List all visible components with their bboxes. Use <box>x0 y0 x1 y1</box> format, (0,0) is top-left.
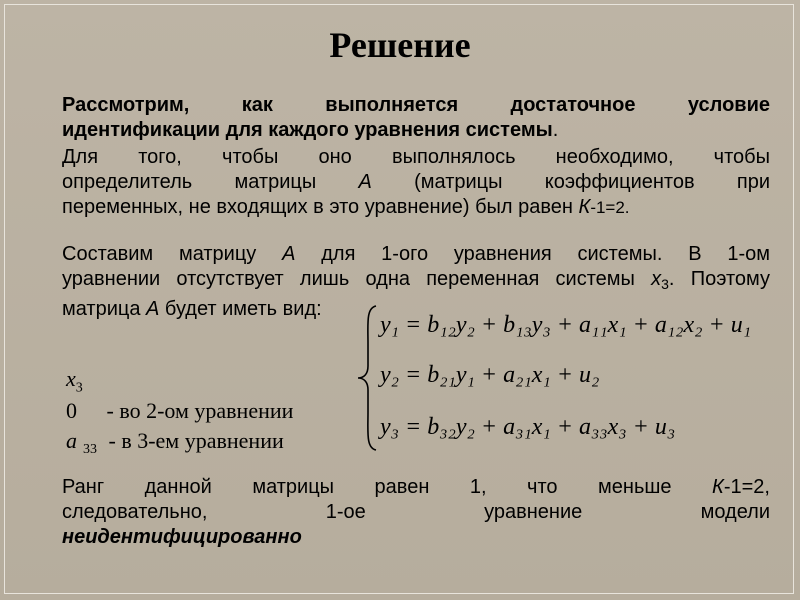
p3-line1-a: Составим матрицу <box>62 243 283 265</box>
p4-line1-a: Ранг данной матрицы равен 1, что меньше <box>62 476 713 498</box>
p4-line1-b: -1=2, <box>723 476 770 498</box>
legend-x: x <box>66 366 76 391</box>
p4-K: К <box>712 476 724 498</box>
p2-line3-b: -1=2. <box>590 198 630 217</box>
p3-line3-b: будет иметь вид: <box>159 298 322 320</box>
p4-line3: неидентифицированно <box>62 526 302 548</box>
p3-matrix-A2: А <box>146 298 160 320</box>
equation-3: y₃ = b₃₂y₂ + a₃₁x₁ + a₃₃x₃ + u₃ <box>380 414 676 440</box>
p1-line1: Рассмотрим, как выполняется достаточное условие <box>62 94 770 116</box>
legend-zero-row <box>66 398 293 424</box>
p2-line3-a: переменных, не входящих в это уравнение) был равен <box>62 196 579 218</box>
p4-line2: следовательно, 1-ое уравнение модели <box>62 501 770 523</box>
paragraph-compose-matrix <box>62 242 770 322</box>
paragraph-conclusion <box>62 475 770 550</box>
legend-zero: 0 <box>66 398 77 423</box>
p3-x-sub: 3 <box>661 276 669 292</box>
slide-title: Решение <box>329 25 471 65</box>
p3-line2 <box>62 267 770 297</box>
legend-a-row <box>66 428 284 458</box>
p4-line1 <box>62 475 770 500</box>
paragraph-determinant <box>62 145 770 220</box>
legend-x-sub: 3 <box>75 380 83 396</box>
equation-2: y₂ = b₂₁y₁ + a₂₁x₁ + u₂ <box>380 362 600 388</box>
equation-1: y₁ = b₁₂y₂ + b₁₃y₃ + a₁₁x₁ + a₁₂x₂ + u₁ <box>380 312 752 338</box>
system-brace <box>356 304 378 452</box>
legend-zero-text: - во 2-ом уравнении <box>106 398 294 423</box>
p2-line2-a: определитель матрицы <box>62 171 359 193</box>
legend-var <box>66 366 83 396</box>
p2-line1: Для того, чтобы оно выполнялось необходимо, чтобы <box>62 146 770 168</box>
p3-line3-a: матрица <box>62 298 147 320</box>
p2-line3 <box>62 195 770 220</box>
p3-line2-a: уравнении отсутствует лишь одна переменная системы <box>62 268 652 290</box>
p1-line2 <box>62 118 770 143</box>
p2-line2 <box>62 170 770 195</box>
legend-a-text: - в 3-ем уравнении <box>108 428 284 453</box>
p3-matrix-A: А <box>282 243 296 265</box>
p1-dot: . <box>552 119 559 141</box>
p3-line1-b: для 1-ого уравнения системы. В 1-ом <box>295 243 770 265</box>
p3-x: х <box>651 268 662 290</box>
p3-line2-b: . Поэтому <box>668 268 770 290</box>
legend-a-sub: 33 <box>83 442 97 458</box>
paragraph-condition <box>62 93 770 143</box>
p2-matrix-A: А <box>358 171 372 193</box>
p1-line2-text: идентификации для каждого уравнения системы <box>62 119 553 141</box>
p2-line2-b: (матрицы коэффициентов при <box>371 171 771 193</box>
legend-a: a <box>66 428 77 453</box>
p3-line1 <box>62 242 770 267</box>
p2-K: К <box>578 196 591 218</box>
